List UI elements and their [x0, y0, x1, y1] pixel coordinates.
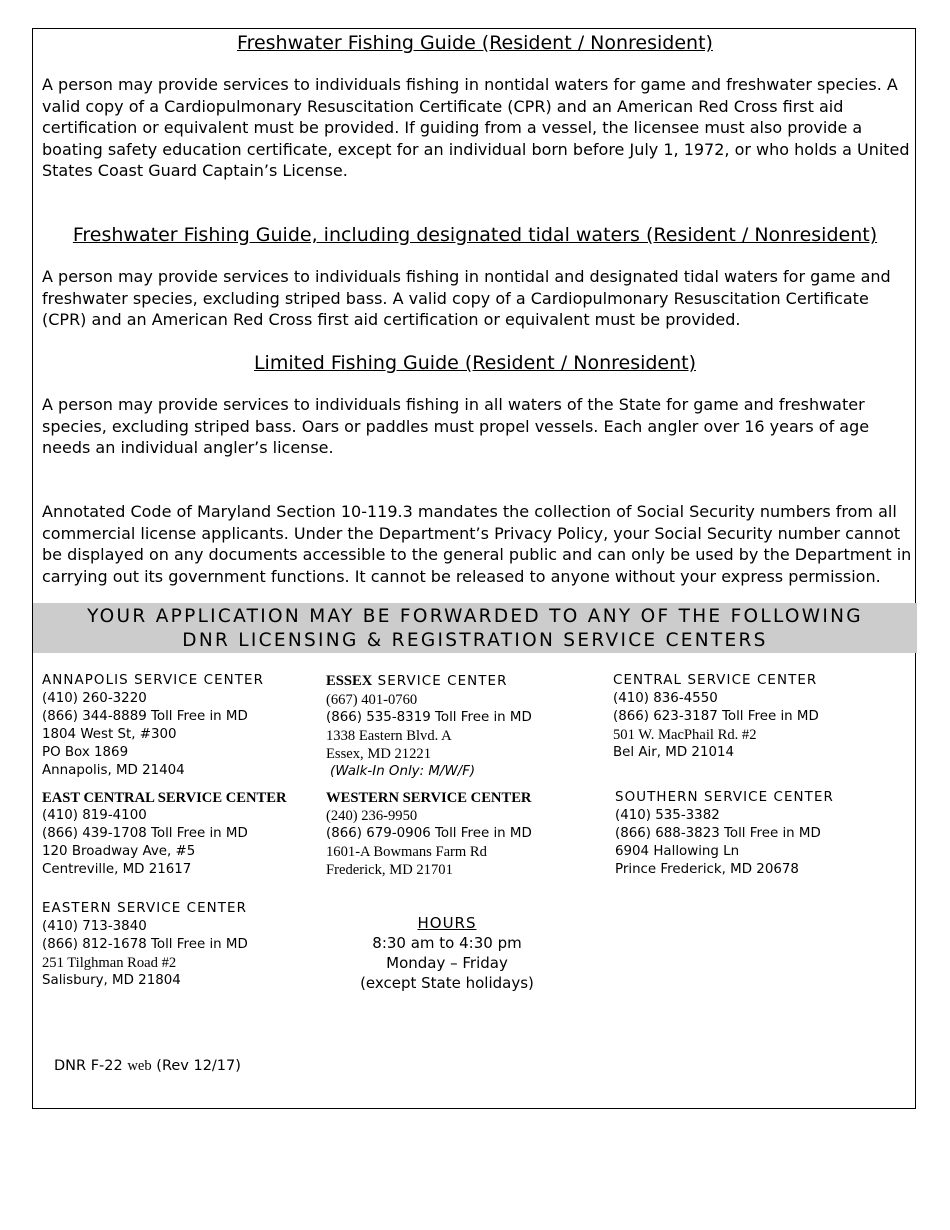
annapolis-service-center: [42, 672, 264, 780]
center-city: Essex, MD 21221: [326, 746, 431, 762]
center-phone: (410) 819-4100: [42, 808, 147, 823]
form-number-revision: (Rev 12/17): [151, 1058, 241, 1074]
center-name: SOUTHERN SERVICE CENTER: [615, 790, 834, 805]
center-address: 251 Tilghman Road #2: [42, 955, 177, 971]
center-address: 501 W. MacPhail Rd. #2: [613, 727, 757, 743]
center-phone: (410) 836-4550: [613, 691, 718, 706]
hours-time: 8:30 am to 4:30 pm: [372, 934, 522, 952]
hours-days: Monday – Friday: [386, 954, 508, 972]
east-central-service-center: [42, 789, 287, 879]
center-phone: (410) 260-3220: [42, 691, 147, 706]
center-toll-free: (866) 688-3823 Toll Free in MD: [615, 826, 821, 841]
center-address: 6904 Hallowing Ln: [615, 844, 740, 859]
center-toll-free: (866) 679-0906 Toll Free in MD: [326, 826, 532, 841]
ssn-notice: Annotated Code of Maryland Section 10-119.3 mandates the collection of Social Security numbers from all commercial license applicants. Under the Department’s Privacy Policy, your Social Security number cannot be displayed on any documents accessible to the general public and can only be used by the Department in carrying out its government functions. It cannot be released to anyone without your express permission.: [42, 502, 912, 586]
center-phone: (410) 535-3382: [615, 808, 720, 823]
banner-line-2: DNR LICENSING & REGISTRATION SERVICE CENTERS: [182, 630, 768, 651]
eastern-service-center: [42, 900, 248, 990]
center-toll-free: (866) 623-3187 Toll Free in MD: [613, 709, 819, 724]
center-name: [326, 672, 532, 691]
center-name: CENTRAL SERVICE CENTER: [613, 673, 818, 688]
center-name: ANNAPOLIS SERVICE CENTER: [42, 673, 265, 688]
center-address: 1338 Eastern Blvd. A: [326, 728, 452, 744]
center-name-rest: SERVICE CENTER: [372, 674, 508, 689]
western-service-center: [326, 789, 532, 879]
office-hours: [323, 913, 571, 993]
center-city: Salisbury, MD 21804: [42, 973, 181, 988]
essex-service-center: [326, 672, 532, 781]
center-toll-free: (866) 344-8889 Toll Free in MD: [42, 709, 248, 724]
form-number-prefix: DNR F-22: [54, 1058, 128, 1074]
center-po-box: PO Box 1869: [42, 745, 129, 760]
document-frame: [32, 28, 916, 1109]
center-city: Annapolis, MD 21404: [42, 763, 185, 778]
center-city: Centreville, MD 21617: [42, 862, 192, 877]
hours-note: (except State holidays): [360, 974, 534, 992]
center-name: WESTERN SERVICE CENTER: [326, 790, 532, 806]
center-phone: (667) 401-0760: [326, 692, 418, 708]
center-city: Bel Air, MD 21014: [613, 745, 735, 760]
banner-line-1: YOUR APPLICATION MAY BE FORWARDED TO ANY OF THE FOLLOWING: [87, 606, 863, 627]
center-name: EASTERN SERVICE CENTER: [42, 901, 248, 916]
center-toll-free: (866) 812-1678 Toll Free in MD: [42, 937, 248, 952]
center-address: 120 Broadway Ave, #5: [42, 844, 196, 859]
section-text-freshwater-tidal-guide: A person may provide services to individuals fishing in nontidal and designated tidal waters for game and freshwater species, excluding striped bass. A valid copy of a Cardiopulmonary Resuscitation Certificate (CPR) and an American Red Cross first aid certification or equivalent must be provided.: [42, 267, 891, 329]
central-service-center: [613, 672, 819, 762]
southern-service-center: [615, 789, 834, 879]
section-title-limited-guide: Limited Fishing Guide (Resident / Nonresident): [253, 352, 697, 374]
center-city: Prince Frederick, MD 20678: [615, 862, 799, 877]
center-address: 1601-A Bowmans Farm Rd: [326, 844, 487, 860]
section-title-freshwater-guide: Freshwater Fishing Guide (Resident / Nonresident): [237, 32, 713, 54]
section-text-freshwater-guide: A person may provide services to individuals fishing in nontidal waters for game and freshwater species. A valid copy of a Cardiopulmonary Resuscitation Certificate (CPR) and an American Red Cross first aid certification or equivalent must be provided. If guiding from a vessel, the licensee must also provide a boating safety education certificate, except for an individual born before July 1, 1972, or who holds a United States Coast Guard Captain’s License.: [42, 75, 910, 180]
center-phone: (410) 713-3840: [42, 919, 147, 934]
center-phone: (240) 236-9950: [326, 808, 418, 824]
center-address: 1804 West St, #300: [42, 727, 177, 742]
section-text-limited-guide: A person may provide services to individuals fishing in all waters of the State for game and freshwater species, excluding striped bass. Oars or paddles must propel vessels. Each angler over 16 years of age needs an individual angler’s license.: [42, 395, 870, 457]
service-centers-banner: [33, 603, 917, 653]
center-toll-free: (866) 535-8319 Toll Free in MD: [326, 710, 532, 725]
form-number: [54, 1058, 241, 1075]
center-toll-free: (866) 439-1708 Toll Free in MD: [42, 826, 248, 841]
center-city: Frederick, MD 21701: [326, 862, 453, 878]
hours-title: HOURS: [417, 914, 477, 932]
center-name-bold: ESSEX: [326, 673, 373, 689]
section-title-freshwater-tidal-guide: Freshwater Fishing Guide, including designated tidal waters (Resident / Nonresident): [72, 224, 878, 246]
form-number-web: web: [127, 1058, 152, 1074]
center-walk-in-note: (Walk-In Only: M/W/F): [330, 764, 476, 779]
center-name: EAST CENTRAL SERVICE CENTER: [42, 790, 287, 806]
